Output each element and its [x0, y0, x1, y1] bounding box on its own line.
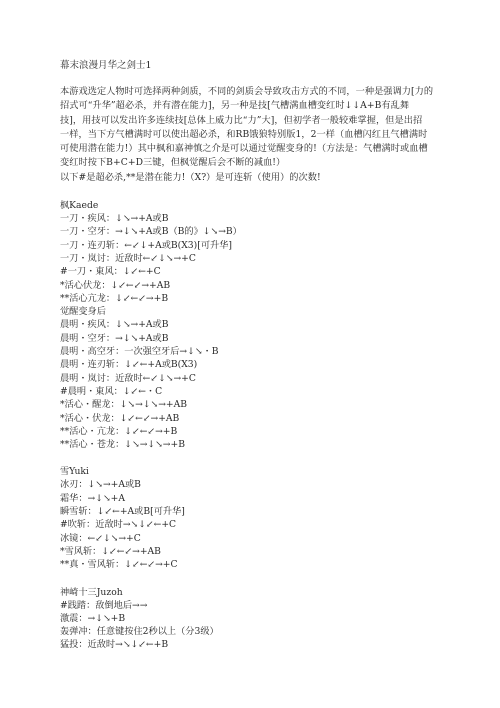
- move-line: 觉醒变身后: [60, 306, 106, 318]
- move-line: *雪风斩：↓↙←↙→+AB: [60, 545, 161, 557]
- move-line: #一刀・東风：↓↙←+C: [60, 266, 161, 278]
- move-line: 猛投：近敌时→↘↓↙←+B: [60, 639, 169, 651]
- character-section: [60, 586, 440, 652]
- move-line: 冰镜：←↙↓↘→+C: [60, 532, 141, 544]
- document: [60, 60, 440, 652]
- intro-line: 一样，当下方气槽满时可以使出超必杀，和RB饿狼特别版1，2一样（血槽闪红且气槽满时: [60, 128, 428, 140]
- character-name: 神崎十三Juzoh: [60, 586, 123, 598]
- move-line: **活心・亢龙：↓↙←↙→+B: [60, 425, 178, 437]
- page-title: 幕末浪漫月华之剑士1: [60, 60, 152, 71]
- move-line: 激震：→↓↘+B: [60, 612, 126, 624]
- intro-line: 本游戏选定人物时可选择两种剑质，不同的剑质会导致攻击方式的不同，一种是强调力[力的: [60, 86, 434, 97]
- move-line: *活心・伏龙：↓↙←↙→+AB: [60, 412, 180, 424]
- move-line: 轰弹冲：任意键按住2秒以上（分3级）: [60, 626, 219, 638]
- character-name: 雪Yuki: [60, 466, 89, 478]
- character-name: 枫Kaede: [60, 200, 99, 212]
- character-sections: [60, 199, 440, 652]
- move-line: 晨明・空牙：→↓↘+A或B: [60, 332, 169, 344]
- move-line: *活心・醒龙：↓↘→↓↘→+AB: [60, 399, 187, 411]
- move-line: 一刀・疾风：↓↘→+A或B: [60, 213, 169, 225]
- move-line: 晨明・岚讨：近敌时←↙↓↘→+C: [60, 372, 196, 384]
- move-line: 一刀・空牙：→↓↘+A或B（B的》↓↘→B）: [60, 226, 242, 238]
- move-line: **真・雪风斩：↓↙←↙→+C: [60, 559, 178, 571]
- intro-line: 以下#是超必杀,**是潜在能力!（X?）是可连斩（使用）的次数!: [60, 171, 321, 183]
- move-line: 霜华：→↓↘+A: [60, 492, 125, 504]
- move-line: 晨明・疾风：↓↘→+A或B: [60, 319, 169, 331]
- move-line: *活心伏龙：↓↙←↙→+AB: [60, 279, 171, 291]
- move-line: **活心亢龙：↓↙←↙→+B: [60, 292, 169, 304]
- move-line: #吹斩：近敌时→↘↓↙←+C: [60, 519, 177, 531]
- move-line: 晨明・高空牙：一次强空牙后→↓↘・B: [60, 346, 219, 358]
- move-line: #践踏：敌倒地后→→: [60, 599, 148, 611]
- character-section: [60, 465, 440, 571]
- move-line: #晨明・東风：↓↙←・C: [60, 385, 163, 397]
- move-line: 冰刃：↓↘→+A或B: [60, 479, 141, 491]
- intro-line: 变红时按下B+C+D三键，但枫觉醒后会不断的减血!）: [60, 157, 286, 169]
- character-section: [60, 199, 440, 451]
- intro-line: 技]，用技可以发出许多连续技[总体上威力比“力”大]，但初学者一般较难掌握，但是出招: [60, 114, 423, 126]
- intro-text: [60, 85, 440, 185]
- move-line: 晨明・连刃斩：↓↙←+A或B(X3): [60, 359, 198, 371]
- intro-line: 招式可“升华”超必杀，并有潜在能力]，另一种是技[气槽满血槽变红时↓↓A+B有乱舞: [60, 100, 410, 112]
- move-line: 一刀・连刃斩：←↙↓+A或B(X3)[可升华]: [60, 239, 232, 251]
- intro-line: 可使用潜在能力!）其中枫和嘉神慎之介是可以通过觉醒变身的!（方法是：气槽满时或血槽: [60, 143, 428, 155]
- move-line: 一刀・岚讨：近敌时←↙↓↘→+C: [60, 252, 196, 264]
- move-line: 瞬雪斩：↓↙←+A或B[可升华]: [60, 506, 185, 518]
- move-line: **活心・苍龙：↓↘→↓↘→+B: [60, 439, 185, 451]
